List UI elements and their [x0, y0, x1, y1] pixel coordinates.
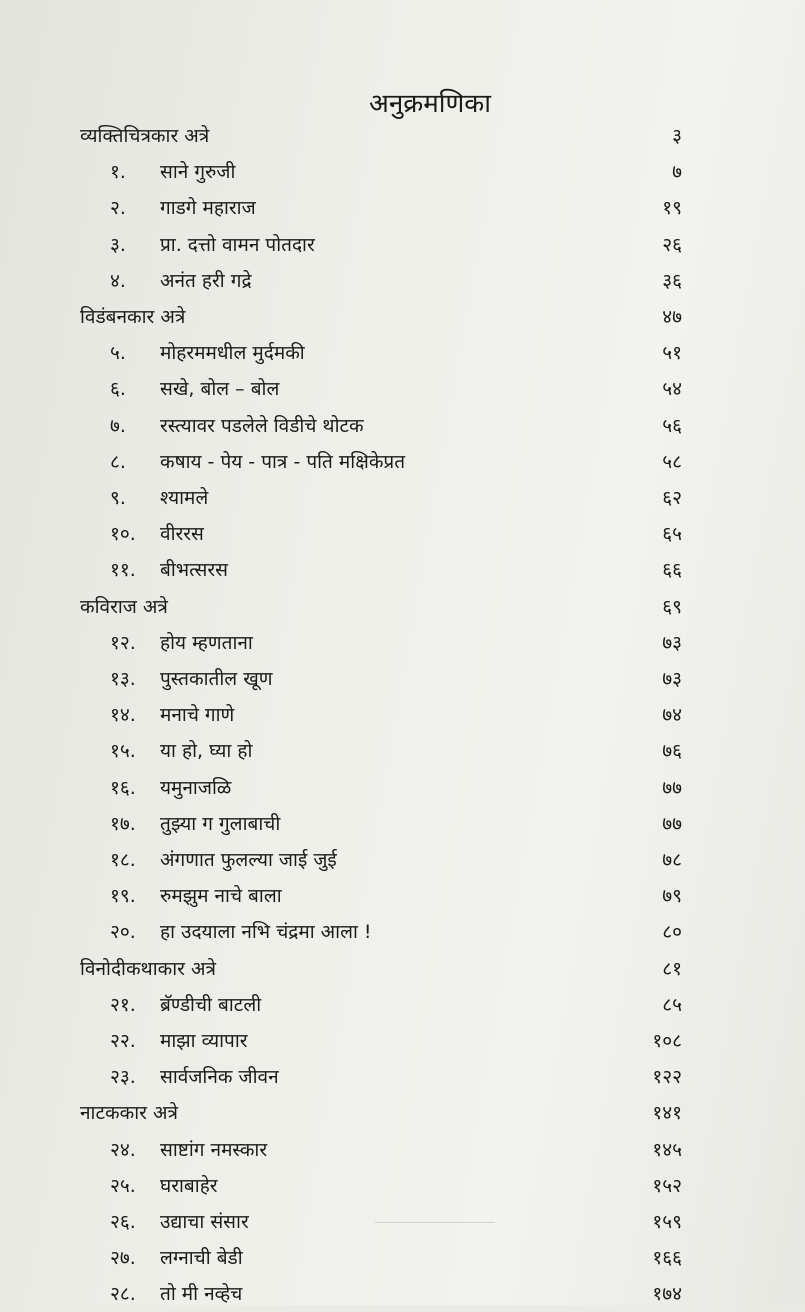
entry-page-number: १५९ [652, 1211, 682, 1233]
entry-number: २८. [110, 1283, 136, 1306]
entry-number: २५. [110, 1174, 136, 1197]
entry-number: २४. [110, 1138, 136, 1161]
toc-entry [0, 444, 805, 480]
entry-title: लग्नाची बेडी [160, 1247, 243, 1270]
entry-number: २६. [110, 1211, 136, 1233]
entry-title: साने गुरुजी [160, 161, 236, 184]
section-title: व्यक्तिचित्रकार अत्रे [80, 125, 210, 147]
toc-entry [0, 408, 805, 444]
entry-page-number: ७३ [662, 668, 682, 690]
entry-title: अंगणात फुलल्या जाई जुई [160, 849, 337, 871]
entry-page-number: ६६ [662, 559, 682, 582]
entry-number: १२. [110, 631, 136, 654]
entry-page-number: ५८ [662, 450, 682, 473]
entry-page-number: ७६ [662, 740, 682, 763]
entry-title: मोहरममधील मुर्दमकी [160, 342, 305, 365]
bottom-rule [375, 1222, 495, 1223]
entry-page-number: २६ [662, 233, 682, 256]
entry-number: १५. [110, 740, 136, 763]
entry-number: १७. [110, 812, 136, 835]
entry-number: २. [110, 197, 126, 220]
entry-title: रुमझुम नाचे बाला [160, 885, 282, 908]
toc-entry [0, 878, 805, 914]
entry-number: १४. [110, 704, 136, 727]
toc-entry [0, 842, 805, 878]
section-row [0, 589, 805, 625]
section-row [0, 951, 805, 987]
entry-title: उद्याचा संसार [160, 1211, 249, 1233]
entry-title: श्यामले [160, 487, 209, 509]
section-title: विडंबनकार अत्रे [80, 306, 186, 328]
entry-number: २३. [110, 1066, 136, 1089]
entry-page-number: १४५ [652, 1138, 682, 1161]
entry-number: ७. [110, 414, 126, 437]
entry-number: १३. [110, 668, 136, 690]
toc-entry [0, 190, 805, 226]
entry-title: तो मी नव्हेच [160, 1283, 243, 1306]
entry-title: होय म्हणताना [160, 631, 253, 654]
entry-number: १६. [110, 776, 136, 799]
toc-entry [0, 1240, 805, 1276]
section-page-number: ८१ [662, 957, 682, 980]
entry-number: ४. [110, 269, 126, 292]
toc-entry [0, 770, 805, 806]
section-page-number: ६९ [662, 595, 682, 618]
page-title: अनुक्रमणिका [368, 89, 492, 119]
entry-title: कषाय - पेय - पात्र - पति मक्षिकेप्रत [160, 450, 406, 473]
entry-page-number: ५१ [662, 342, 682, 365]
toc-entry [0, 480, 805, 516]
entry-page-number: १९ [662, 197, 682, 220]
entry-page-number: १५२ [652, 1174, 682, 1197]
entry-page-number: ७७ [662, 776, 682, 799]
toc-entry [0, 733, 805, 769]
entry-page-number: ६२ [662, 487, 682, 509]
section-row [0, 118, 805, 154]
toc-entry [0, 914, 805, 950]
toc-entry [0, 154, 805, 190]
entry-page-number: १६६ [652, 1247, 682, 1270]
entry-title: घराबाहेर [160, 1174, 218, 1197]
entry-title: यमुनाजळि [160, 776, 232, 799]
entry-title: तुझ्या ग गुलाबाची [160, 812, 281, 835]
entry-number: ८. [110, 450, 126, 473]
entry-title: हा उदयाला नभि चंद्रमा आला ! [160, 921, 372, 944]
entry-number: ९. [110, 487, 126, 509]
toc-entry [0, 552, 805, 588]
entry-number: ३. [110, 233, 126, 256]
entry-page-number: ५४ [662, 378, 682, 401]
entry-title: या हो, घ्या हो [160, 740, 253, 763]
entry-number: ६. [110, 378, 126, 401]
toc-entry [0, 1023, 805, 1059]
toc-entry [0, 227, 805, 263]
entry-page-number: ५६ [662, 414, 682, 437]
entry-page-number: ७४ [662, 704, 682, 727]
entry-number: १. [110, 161, 126, 184]
entry-page-number: ७८ [662, 849, 682, 871]
entry-page-number: १०८ [652, 1030, 682, 1052]
section-title: कविराज अत्रे [80, 595, 168, 618]
entry-title: पुस्तकातील खूण [160, 668, 273, 690]
entry-title: मनाचे गाणे [160, 704, 235, 727]
section-row [0, 1095, 805, 1131]
entry-number: २७. [110, 1247, 136, 1270]
toc-entry [0, 661, 805, 697]
toc-entry [0, 806, 805, 842]
entry-number: १०. [110, 523, 136, 546]
entry-number: १९. [110, 885, 136, 908]
section-page-number: १४१ [652, 1102, 682, 1125]
toc-entry [0, 987, 805, 1023]
entry-title: ब्रॅण्डीची बाटली [160, 993, 262, 1016]
toc-entry [0, 371, 805, 407]
entry-number: १८. [110, 849, 136, 871]
toc-entry [0, 1059, 805, 1095]
entry-page-number: ७३ [662, 631, 682, 654]
section-page-number: ४७ [662, 306, 682, 328]
entry-title: सार्वजनिक जीवन [160, 1066, 279, 1089]
toc-entry [0, 516, 805, 552]
entry-number: ५. [110, 342, 126, 365]
entry-title: माझा व्यापार [160, 1030, 248, 1052]
entry-page-number: १२२ [652, 1066, 682, 1089]
entry-page-number: ७ [672, 161, 682, 184]
section-title: विनोदीकथाकार अत्रे [80, 957, 216, 980]
section-row [0, 299, 805, 335]
toc-entry [0, 697, 805, 733]
entry-number: २१. [110, 993, 136, 1016]
toc-entry [0, 1132, 805, 1168]
entry-page-number: ७९ [662, 885, 682, 908]
entry-page-number: ३६ [662, 269, 682, 292]
entry-number: २०. [110, 921, 136, 944]
section-title: नाटककार अत्रे [80, 1102, 178, 1125]
toc-entry [0, 1168, 805, 1204]
toc-entry [0, 335, 805, 371]
toc-entry [0, 1276, 805, 1312]
entry-page-number: ६५ [662, 523, 682, 546]
entry-page-number: ८० [662, 921, 682, 944]
entry-title: गाडगे महाराज [160, 197, 256, 220]
entry-page-number: ७७ [662, 812, 682, 835]
toc-entry [0, 263, 805, 299]
entry-title: बीभत्सरस [160, 559, 229, 582]
entry-title: प्रा. दत्तो वामन पोतदार [160, 233, 315, 256]
entry-page-number: ८५ [662, 993, 682, 1016]
section-page-number: ३ [672, 125, 682, 147]
entry-page-number: १७४ [652, 1283, 682, 1306]
entry-title: साष्टांग नमस्कार [160, 1138, 268, 1161]
entry-title: वीररस [160, 523, 204, 546]
toc-entry [0, 625, 805, 661]
entry-title: सखे, बोल – बोल [160, 378, 280, 401]
entry-number: ११. [110, 559, 136, 582]
entry-title: अनंत हरी गद्रे [160, 269, 252, 292]
entry-number: २२. [110, 1030, 136, 1052]
entry-title: रस्त्यावर पडलेले विडीचे थोटक [160, 414, 364, 437]
